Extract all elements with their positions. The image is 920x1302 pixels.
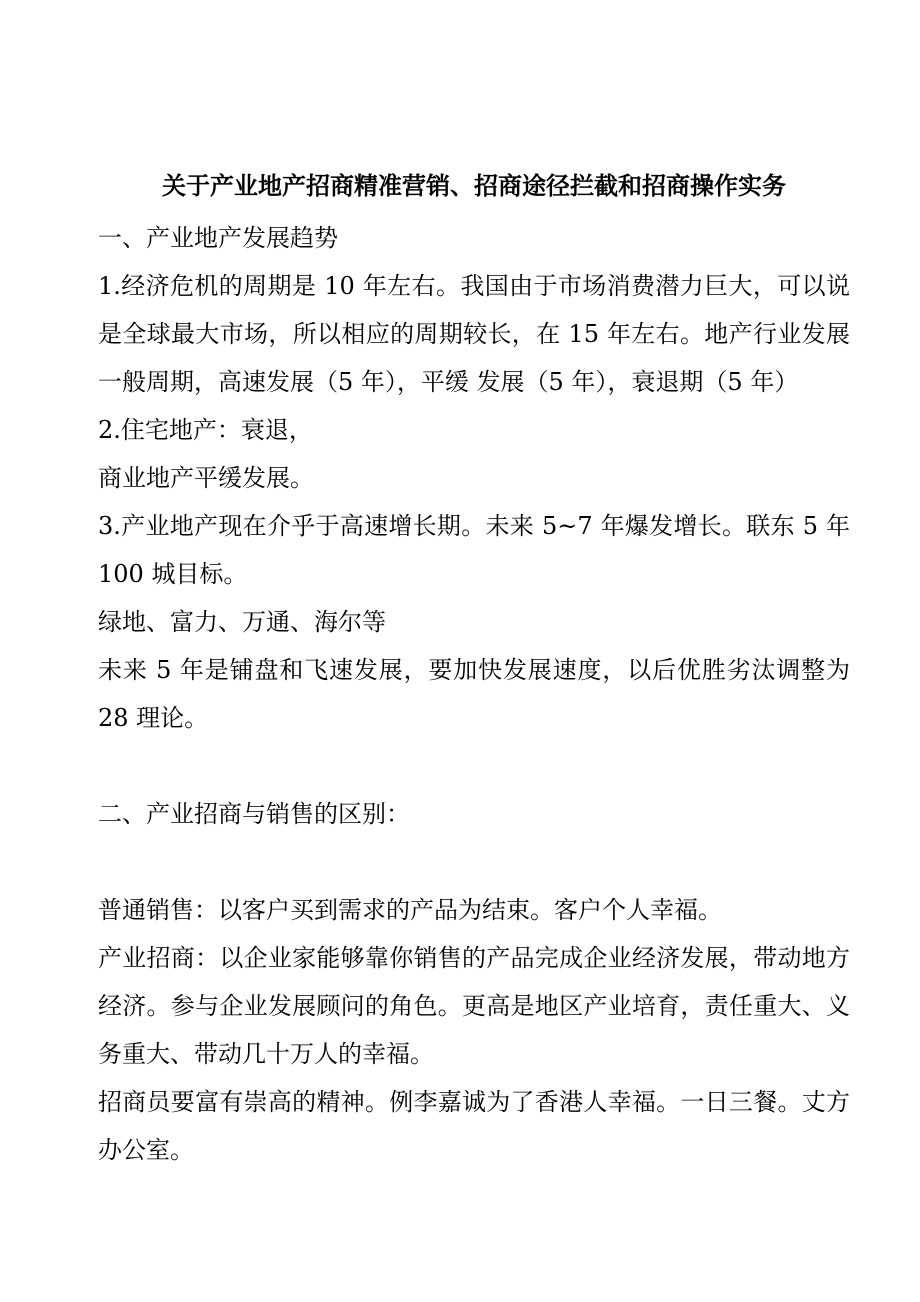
document-title: 关于产业地产招商精准营销、招商途径拦截和招商操作实务 [162,171,786,200]
section2-paragraph-3: 招商员要富有崇高的精神。例李嘉诚为了香港人幸福。一日三餐。丈方办公室。 [98,1088,850,1164]
section1-heading: 一、产业地产发展趋势 [98,224,338,252]
section2-paragraph-1: 普通销售：以客户买到需求的产品为结束。客户个人幸福。 [98,896,722,924]
section2-paragraph-2: 产业招商：以企业家能够靠你销售的产品完成企业经济发展，带动地方经济。参与企业发展顾问的角色。更高是地区产业培育，责任重大、义务重大、带动几十万人的幸福。 [98,944,850,1068]
section1-paragraph-2b: 商业地产平缓发展。 [98,464,314,492]
section1-paragraph-2a: 2.住宅地产：衰退， [98,416,313,444]
section1-paragraph-1: 1.经济危机的周期是 10 年左右。我国由于市场消费潜力巨大，可以说是全球最大市场，所以相应的周期较长，在 15 年左右。地产行业发展一般周期，高速发展（5 年），平缓 发展（5 年），衰退期（5 年） [98,272,850,396]
section2-heading: 二、产业招商与销售的区别： [98,800,410,828]
section1-paragraph-3: 3.产业地产现在介乎于高速增长期。未来 5~7 年爆发增长。联东 5 年 100 城目标。 [98,512,850,588]
section1-paragraph-4: 绿地、富力、万通、海尔等 [98,608,386,636]
document-page [98,166,850,1174]
section1-paragraph-5: 未来 5 年是铺盘和飞速发展，要加快发展速度，以后优胜劣汰调整为 28 理论。 [98,656,850,732]
spacer [98,838,850,886]
spacer [98,742,850,790]
